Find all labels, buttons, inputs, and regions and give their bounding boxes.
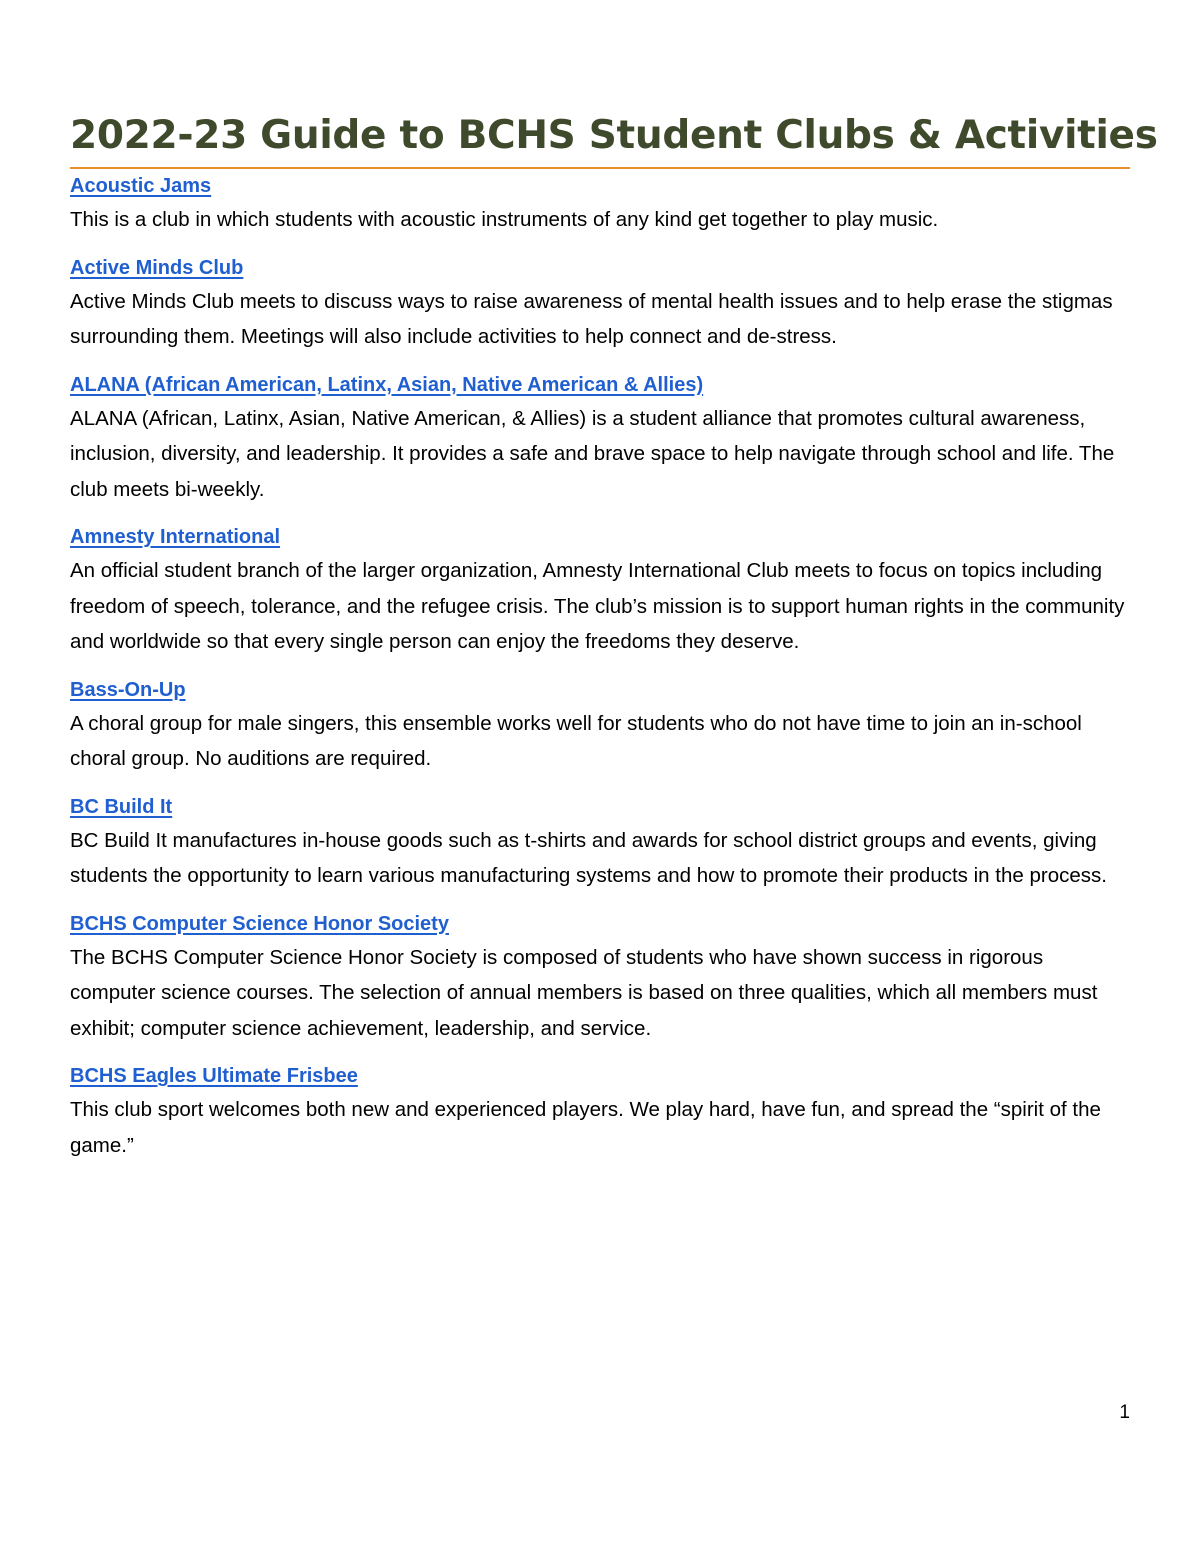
page-title: 2022-23 Guide to BCHS Student Clubs & Activities <box>70 113 1158 158</box>
club-link-cs-honor-society[interactable]: BCHS Computer Science Honor Society <box>70 912 449 935</box>
club-link-active-minds[interactable]: Active Minds Club <box>70 256 244 279</box>
club-entry-ultimate-frisbee <box>70 1063 1130 1163</box>
club-link-amnesty-international[interactable]: Amnesty International <box>70 526 281 548</box>
title-divider <box>70 167 1130 169</box>
club-link-ultimate-frisbee[interactable]: BCHS Eagles Ultimate Frisbee <box>70 1065 358 1087</box>
club-description: Active Minds Club meets to discuss ways to raise awareness of mental health issues and to help erase the stigmas surrounding them. Meetings will also include activities to help connect and de-stress. <box>70 289 1113 348</box>
page-number: 1 <box>1119 1402 1130 1423</box>
club-entry-amnesty-international <box>70 524 1130 660</box>
club-description: ALANA (African, Latinx, Asian, Native American, & Allies) is a student alliance that promotes cultural awareness, inclusion, diversity, and leadership. It provides a safe and brave space to help navigate through school and life. The club meets bi-weekly. <box>70 406 1115 501</box>
club-description: BC Build It manufactures in-house goods such as t-shirts and awards for school district groups and events, giving students the opportunity to learn various manufacturing systems and how to promote their products in the process. <box>70 828 1107 887</box>
club-entry-acoustic-jams <box>70 173 1130 238</box>
club-entry-active-minds <box>70 255 1130 355</box>
club-description: This is a club in which students with acoustic instruments of any kind get together to play music. <box>70 208 939 231</box>
club-link-alana[interactable]: ALANA (African American, Latinx, Asian, Native American & Allies) <box>70 373 704 396</box>
document-page <box>70 108 1158 1180</box>
club-entry-bc-build-it <box>70 794 1130 894</box>
club-description: The BCHS Computer Science Honor Society is composed of students who have shown success in rigorous computer science courses. The selection of annual members is based on three qualities, which all members must exhibit; computer science achievement, leadership, and service. <box>70 945 1098 1040</box>
club-description: This club sport welcomes both new and experienced players. We play hard, have fun, and spread the “spirit of the game.” <box>70 1098 1101 1157</box>
club-entry-bass-on-up <box>70 677 1130 777</box>
club-entry-cs-honor-society <box>70 911 1130 1047</box>
club-description: A choral group for male singers, this ensemble works well for students who do not have time to join an in-school choral group. No auditions are required. <box>70 711 1082 770</box>
club-link-bc-build-it[interactable]: BC Build It <box>70 795 173 818</box>
club-entry-alana <box>70 372 1130 508</box>
club-link-acoustic-jams[interactable]: Acoustic Jams <box>70 175 212 197</box>
club-link-bass-on-up[interactable]: Bass-On-Up <box>70 678 186 701</box>
club-description: An official student branch of the larger organization, Amnesty International Club meets to focus on topics including freedom of speech, tolerance, and the refugee crisis. The club’s mission is to support human rights in the community and worldwide so that every single person can enjoy the freedoms they deserve. <box>70 559 1125 653</box>
